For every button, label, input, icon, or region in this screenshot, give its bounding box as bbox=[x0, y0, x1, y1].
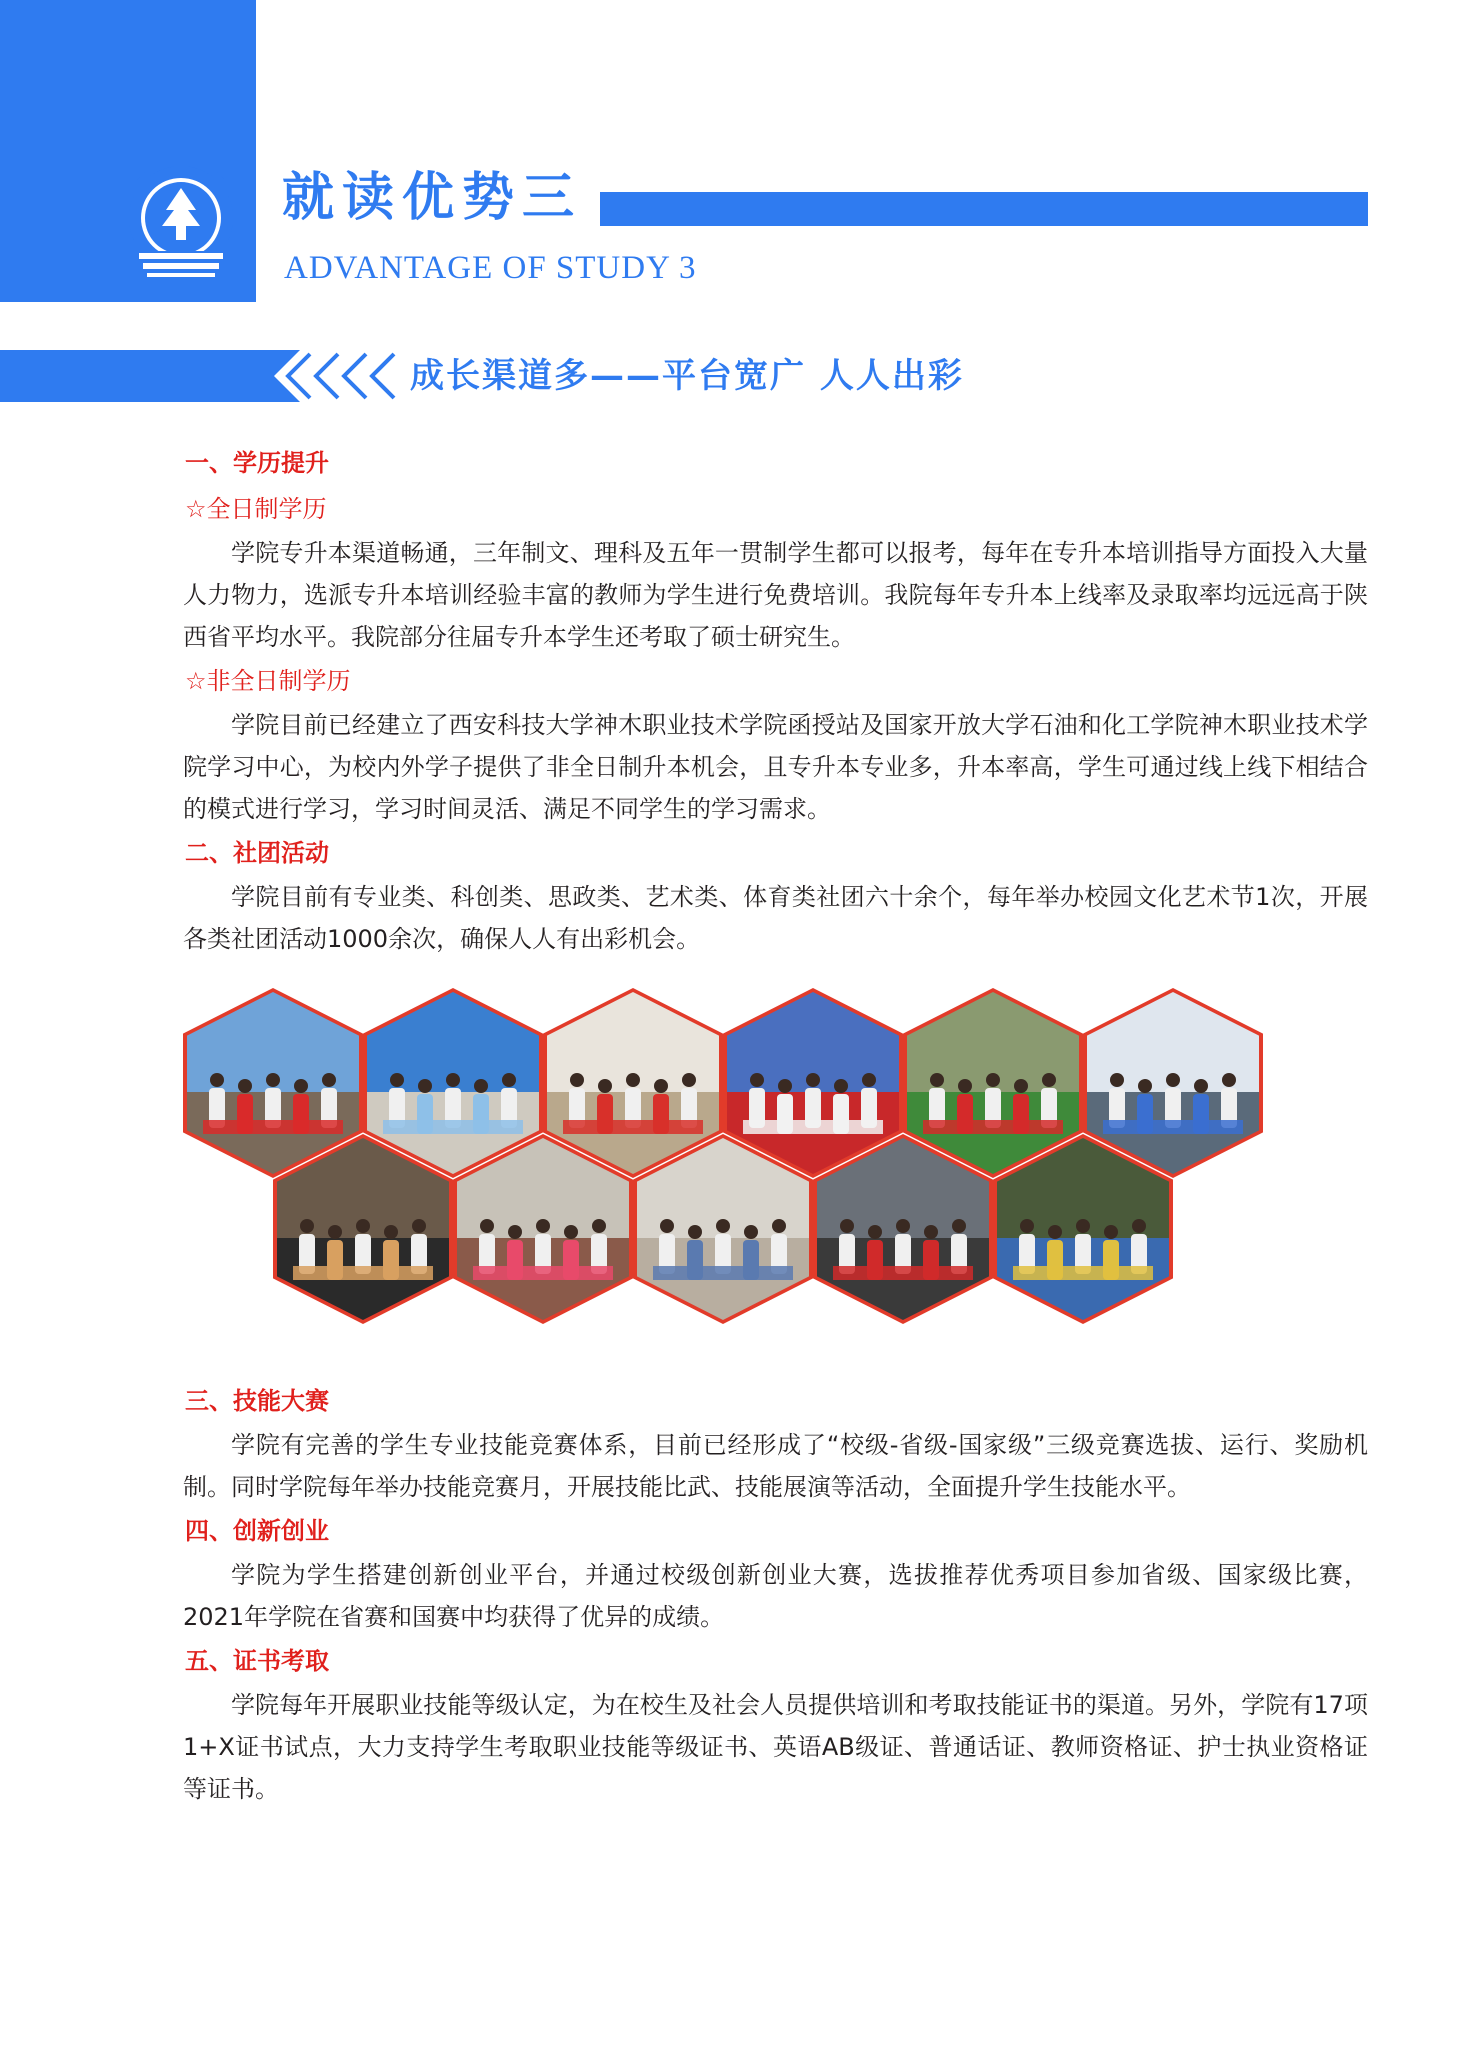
paragraph-fulltime: 学院专升本渠道畅通，三年制文、理科及五年一贯制学生都可以报考，每年在专升本培训指导方面投入大量人力物力，选派专升本培训经验丰富的教师为学生进行免费培训。我院每年专升本上线率及录取率均远远高于陕西省平均水平。我院部分往届专升本学生还考取了硕士研究生。 bbox=[183, 539, 1368, 651]
photo-toolkit bbox=[817, 1138, 989, 1320]
section-title-innovation: 四、创新创业 bbox=[185, 1517, 329, 1545]
paragraph-clubs: 学院目前有专业类、科创类、思政类、艺术类、体育类社团六十余个，每年举办校园文化艺术节1次，开展各类社团活动1000余次，确保人人有出彩机会。 bbox=[183, 883, 1368, 953]
photo-statue-visit bbox=[187, 992, 359, 1174]
subsection-parttime: ☆非全日制学历 bbox=[185, 667, 351, 695]
page-title: 就读优势三 bbox=[282, 168, 583, 228]
photo-martial bbox=[997, 1138, 1169, 1320]
banner-title: 成长渠道多——平台宽广 人人出彩 bbox=[410, 356, 964, 396]
section-title-certificates: 五、证书考取 bbox=[185, 1647, 329, 1675]
college-logo bbox=[118, 160, 244, 286]
photo-guitar bbox=[277, 1138, 449, 1320]
photo-wall-banner bbox=[367, 992, 539, 1174]
paragraph-parttime: 学院目前已经建立了西安科技大学神木职业技术学院函授站及国家开放大学石油和化工学院神木职业技术学院学习中心，为校内外学子提供了非全日制升本机会，且专升本专业多，升本率高，学生可通过线上线下相结合的模式进行学习，学习时间灵活、满足不同学生的学习需求。 bbox=[183, 711, 1368, 823]
section-title-clubs: 二、社团活动 bbox=[185, 839, 329, 867]
title-decor-bar bbox=[600, 192, 1368, 226]
activity-photo-collage bbox=[183, 988, 1368, 1368]
paragraph-competitions: 学院有完善的学生专业技能竞赛体系，目前已经形成了“校级-省级-国家级”三级竞赛选拔、运行、奖励机制。同时学院每年举办技能竞赛月，开展技能比武、技能展演等活动，全面提升学生技能水平。 bbox=[183, 1431, 1368, 1501]
section-title-education: 一、学历提升 bbox=[185, 449, 329, 477]
photo-handicraft bbox=[457, 1138, 629, 1320]
section-title-competitions: 三、技能大赛 bbox=[185, 1387, 329, 1415]
photo-computer-lab bbox=[1087, 992, 1259, 1174]
paragraph-innovation: 学院为学生搭建创新创业平台，并通过校级创新创业大赛，选拔推荐优秀项目参加省级、国家级比赛，2021年学院在省赛和国赛中均获得了优异的成绩。 bbox=[183, 1561, 1368, 1631]
subsection-fulltime: ☆全日制学历 bbox=[185, 495, 327, 523]
photo-rural-banner bbox=[547, 992, 719, 1174]
photo-football bbox=[907, 992, 1079, 1174]
page-subtitle-en: ADVANTAGE OF STUDY 3 bbox=[284, 250, 697, 286]
photo-dance bbox=[637, 1138, 809, 1320]
photo-group-photo bbox=[727, 992, 899, 1174]
paragraph-certificates: 学院每年开展职业技能等级认定，为在校生及社会人员提供培训和考取技能证书的渠道。另外，学院有17项1+X证书试点，大力支持学生考取职业技能等级证书、英语AB级证、普通话证、教师资格证、护士执业资格证等证书。 bbox=[183, 1691, 1368, 1803]
main-content bbox=[183, 440, 1368, 1810]
